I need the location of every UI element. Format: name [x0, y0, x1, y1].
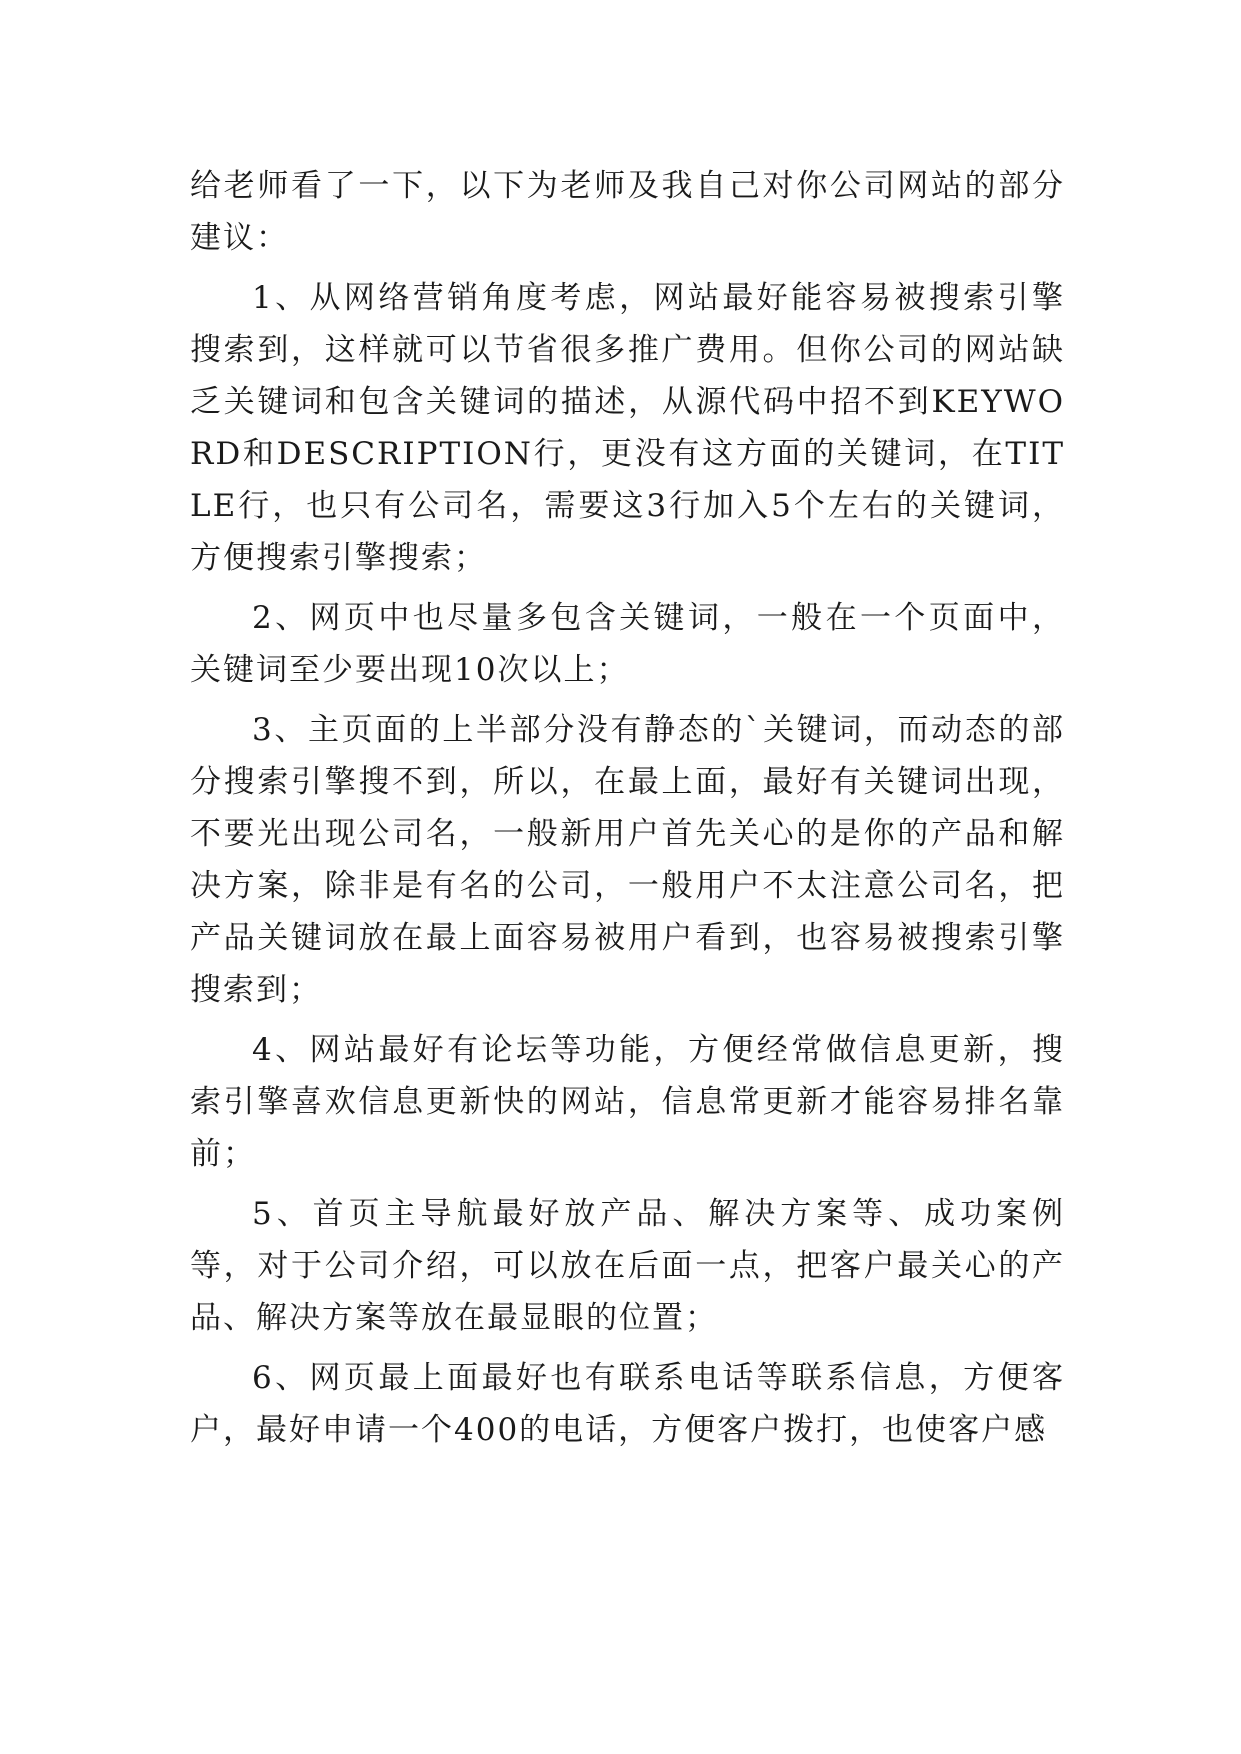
suggestion-paragraph-5: 5、首页主导航最好放产品、解决方案等、成功案例等，对于公司介绍，可以放在后面一点，把客户最关心的产品、解决方案等放在最显眼的位置；	[190, 1196, 1065, 1336]
intro-paragraph: 给老师看了一下，以下为老师及我自己对你公司网站的部分建议：	[190, 168, 1065, 256]
document-body	[190, 160, 1065, 1464]
suggestion-paragraph-4: 4、网站最好有论坛等功能，方便经常做信息更新，搜索引擎喜欢信息更新快的网站，信息常更新才能容易排名靠前；	[190, 1032, 1065, 1172]
suggestion-paragraph-1: 1、从网络营销角度考虑，网站最好能容易被搜索引擎搜索到，这样就可以节省很多推广费用。但你公司的网站缺乏关键词和包含关键词的描述，从源代码中招不到KEYWORD和DESCRIPTION行，更没有这方面的关键词，在TITLE行，也只有公司名，需要这3行加入5个左右的关键词，方便搜索引擎搜索；	[190, 280, 1065, 576]
suggestion-paragraph-3: 3、主页面的上半部分没有静态的`关键词，而动态的部分搜索引擎搜不到，所以，在最上面，最好有关键词出现，不要光出现公司名，一般新用户首先关心的是你的产品和解决方案，除非是有名的公司，一般用户不太注意公司名，把产品关键词放在最上面容易被用户看到，也容易被搜索引擎搜索到；	[190, 712, 1065, 1008]
suggestion-paragraph-6: 6、网页最上面最好也有联系电话等联系信息，方便客户，最好申请一个400的电话，方便客户拨打，也使客户感	[190, 1360, 1065, 1448]
suggestion-paragraph-2: 2、网页中也尽量多包含关键词，一般在一个页面中，关键词至少要出现10次以上；	[190, 600, 1065, 688]
